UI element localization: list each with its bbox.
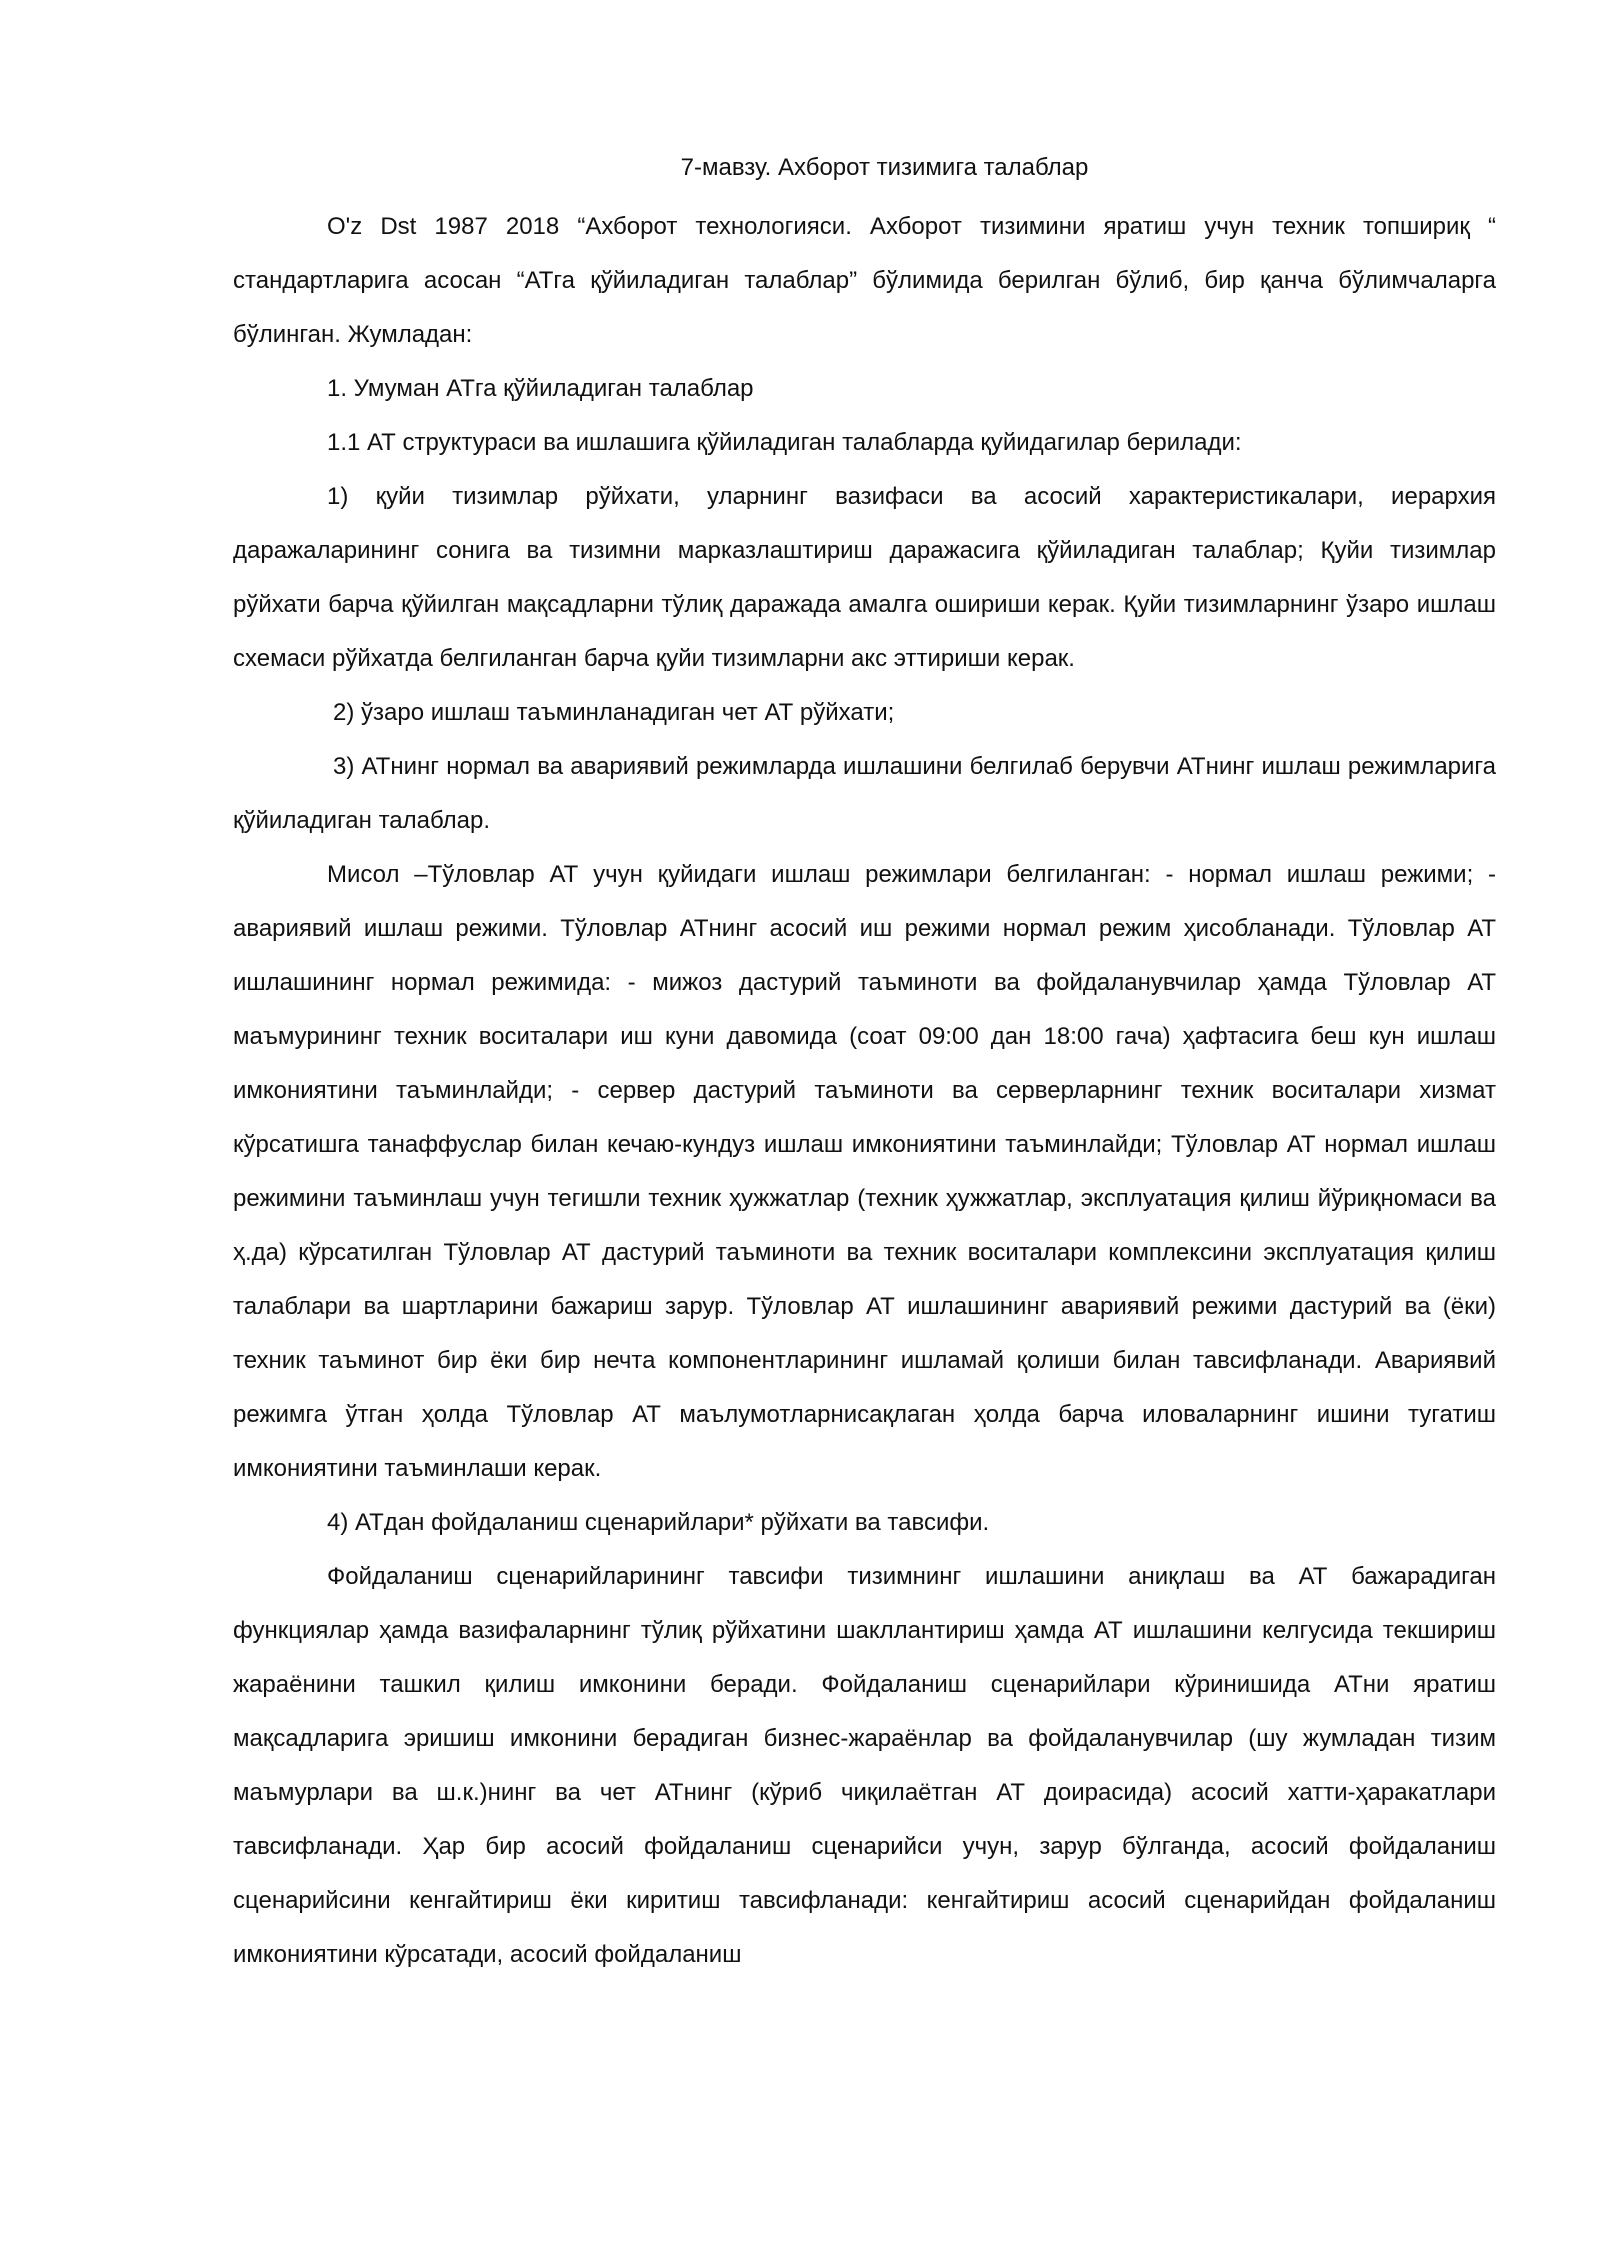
paragraph-item-4: 4) АТдан фойдаланиш сценарийлари* рўйхати ва тавсифи. [327,1509,990,1536]
paragraph-example: Мисол –Тўловлар АТ учун қуйидаги ишлаш режимлари белгиланган: - нормал ишлаш режими; - авариявий ишлаш режими. Тўловлар АТнинг асосий иш режими нормал режим ҳисобланади. Тўловлар АТ ишлашининг нормал режимида: - мижоз дастурий таъминоти ва фойдаланувчилар ҳамда Тўловлар АТ маъмурининг техник воситалари иш куни давомида (соат 09:00 дан 18:00 гача) ҳафтасига беш кун ишлаш имкониятини таъминлайди; - сервер дастурий таъминоти ва серверларнинг техник воситалари хизмат кўрсатишга танаффуслар билан кечаю-кундуз ишлаш имкониятини таъминлайди; Тўловлар АТ нормал ишлаш режимини таъминлаш учун тегишли техник ҳужжатлар (техник ҳужжатлар, эксплуатация қилиш йўриқномаси ва ҳ.да) кўрсатилган Тўловлар АТ дастурий таъминоти ва техник воситалари комплексини эксплуатация қилиш талаблари ва шартларини бажариш зарур. Тўловлар АТ ишлашининг авариявий режими дастурий ва (ёки) техник таъминот бир ёки бир нечта компонентларининг ишламай қолиши билан тавсифланади. Авариявий режимга ўтган ҳолда Тўловлар АТ маълумотларнисақлаган ҳолда барча иловаларнинг ишини тугатиш имкониятини таъминлаши керак. [233,861,1496,1482]
paragraph-item-3: 3) АТнинг нормал ва авариявий режимларда ишлашини белгилаб берувчи АТнинг ишлаш режимларига қўйиладиган талаблар. [233,753,1496,834]
document-title: 7-мавзу. Ахборот тизимига талаблар [680,154,1089,181]
paragraph-item-2: 2) ўзаро ишлаш таъминланадиган чет АТ рўйхати; [333,699,895,726]
paragraph-scenarios-description: Фойдаланиш сценарийларининг тавсифи тизимнинг ишлашини аниқлаш ва АТ бажарадиган функциялар ҳамда вазифаларнинг тўлиқ рўйхатини шакллантириш ҳамда АТ ишлашини келгусида текшириш жараёнини ташкил қилиш имконини беради. Фойдаланиш сценарийлари кўринишида АТни яратиш мақсадларига эришиш имконини берадиган бизнес-жараёнлар ва фойдаланувчилар (шу жумладан тизим маъмурлари ва ш.к.)нинг ва чет АТнинг (кўриб чиқилаётган АТ доирасида) асосий хатти-ҳаракатлари тавсифланади. Ҳар бир асосий фойдаланиш сценарийси учун, зарур бўлганда, асосий фойдаланиш сценарийсини кенгайтириш ёки киритиш тавсифланади: кенгайтириш асосий сценарийдан фойдаланиш имкониятини кўрсатади, асосий фойдаланиш [233,1563,1496,1968]
paragraph-intro: O'z Dst 1987 2018 “Ахборот технологияси. Ахборот тизимини яратиш учун техник топшириқ “ стандартларига асосан “АТга қўйиладиган талаблар” бўлимида берилган бўлиб, бир қанча бўлимчаларга бўлинган. Жумладан: [233,213,1496,348]
paragraph-item-1: 1) қуйи тизимлар рўйхати, уларнинг вазифаси ва асосий характеристикалари, иерархия даражаларининг сонига ва тизимни марказлаштириш даражасига қўйиладиган талаблар; Қуйи тизимлар рўйхати барча қўйилган мақсадларни тўлиқ даражада амалга ошириши керак. Қуйи тизимларнинг ўзаро ишлаш схемаси рўйхатда белгиланган барча қуйи тизимларни акс эттириши керак. [233,483,1496,672]
paragraph-structure-requirements: 1.1 АТ структураси ва ишлашига қўйиладиган талабларда қуйидагилар берилади: [327,429,1242,456]
paragraph-general-requirements: 1. Умуман АТга қўйиладиган талаблар [327,375,754,402]
